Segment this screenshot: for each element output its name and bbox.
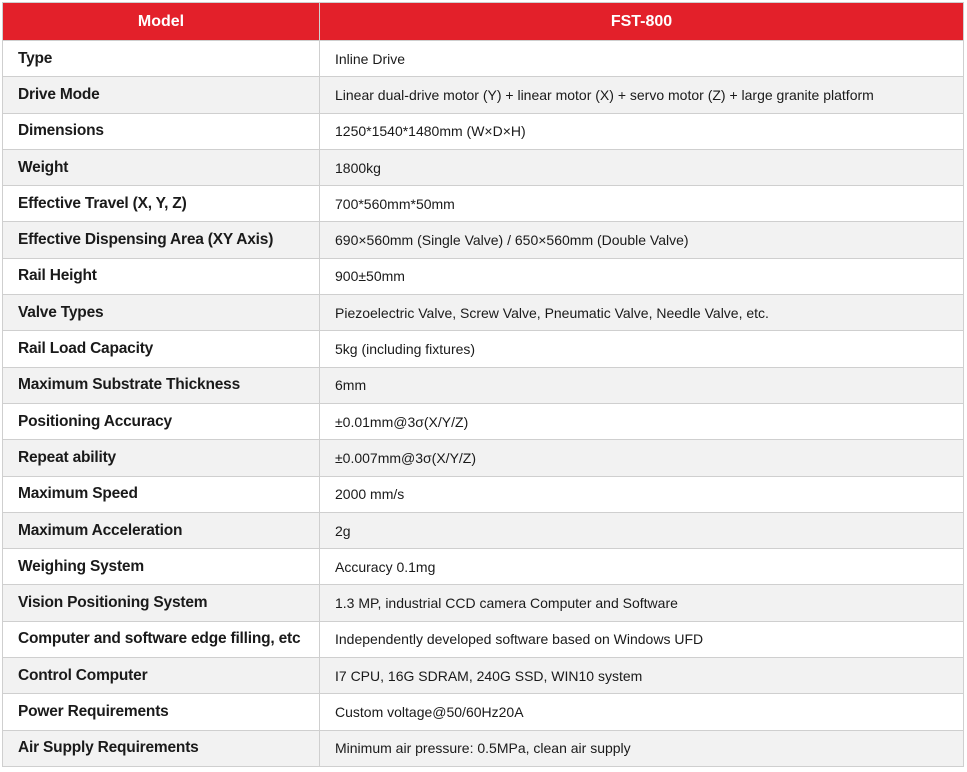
spec-label: Rail Load Capacity xyxy=(3,331,320,367)
spec-label: Maximum Acceleration xyxy=(3,512,320,548)
spec-label: Valve Types xyxy=(3,295,320,331)
spec-value: 690×560mm (Single Valve) / 650×560mm (Double Valve) xyxy=(320,222,964,258)
spec-label: Power Requirements xyxy=(3,694,320,730)
spec-label: Weight xyxy=(3,149,320,185)
table-row xyxy=(3,512,964,548)
table-row xyxy=(3,258,964,294)
table-row xyxy=(3,186,964,222)
spec-value: ±0.007mm@3σ(X/Y/Z) xyxy=(320,440,964,476)
spec-label: Type xyxy=(3,41,320,77)
header-model-value: FST-800 xyxy=(320,3,964,41)
table-row xyxy=(3,295,964,331)
spec-label: Control Computer xyxy=(3,658,320,694)
spec-label: Weighing System xyxy=(3,549,320,585)
spec-label: Air Supply Requirements xyxy=(3,730,320,766)
table-row xyxy=(3,621,964,657)
table-header-row xyxy=(3,3,964,41)
spec-value: 2000 mm/s xyxy=(320,476,964,512)
table-row xyxy=(3,41,964,77)
spec-value: 2g xyxy=(320,512,964,548)
spec-value: Inline Drive xyxy=(320,41,964,77)
table-row xyxy=(3,440,964,476)
spec-label: Positioning Accuracy xyxy=(3,403,320,439)
spec-value: 1800kg xyxy=(320,149,964,185)
spec-table xyxy=(2,2,964,767)
table-row xyxy=(3,658,964,694)
table-row xyxy=(3,694,964,730)
table-row xyxy=(3,730,964,766)
spec-label: Drive Mode xyxy=(3,77,320,113)
spec-label: Effective Dispensing Area (XY Axis) xyxy=(3,222,320,258)
table-row xyxy=(3,149,964,185)
spec-label: Repeat ability xyxy=(3,440,320,476)
table-row xyxy=(3,367,964,403)
spec-value: Custom voltage@50/60Hz20A xyxy=(320,694,964,730)
table-row xyxy=(3,222,964,258)
table-row xyxy=(3,549,964,585)
table-row xyxy=(3,331,964,367)
spec-label: Vision Positioning System xyxy=(3,585,320,621)
table-row xyxy=(3,585,964,621)
spec-label: Effective Travel (X, Y, Z) xyxy=(3,186,320,222)
spec-value: 700*560mm*50mm xyxy=(320,186,964,222)
table-row xyxy=(3,403,964,439)
spec-label: Rail Height xyxy=(3,258,320,294)
spec-value: 6mm xyxy=(320,367,964,403)
spec-value: ±0.01mm@3σ(X/Y/Z) xyxy=(320,403,964,439)
spec-value: 1.3 MP, industrial CCD camera Computer and Software xyxy=(320,585,964,621)
table-row xyxy=(3,476,964,512)
spec-value: Independently developed software based on Windows UFD xyxy=(320,621,964,657)
spec-value: Piezoelectric Valve, Screw Valve, Pneumatic Valve, Needle Valve, etc. xyxy=(320,295,964,331)
spec-value: Accuracy 0.1mg xyxy=(320,549,964,585)
spec-value: 1250*1540*1480mm (W×D×H) xyxy=(320,113,964,149)
spec-value: 5kg (including fixtures) xyxy=(320,331,964,367)
spec-label: Maximum Speed xyxy=(3,476,320,512)
header-model-label: Model xyxy=(3,3,320,41)
spec-value: Linear dual-drive motor (Y) + linear motor (X) + servo motor (Z) + large granite platform xyxy=(320,77,964,113)
spec-value: I7 CPU, 16G SDRAM, 240G SSD, WIN10 system xyxy=(320,658,964,694)
spec-value: Minimum air pressure: 0.5MPa, clean air supply xyxy=(320,730,964,766)
spec-label: Maximum Substrate Thickness xyxy=(3,367,320,403)
spec-label: Computer and software edge filling, etc xyxy=(3,621,320,657)
table-row xyxy=(3,77,964,113)
table-row xyxy=(3,113,964,149)
spec-value: 900±50mm xyxy=(320,258,964,294)
spec-label: Dimensions xyxy=(3,113,320,149)
